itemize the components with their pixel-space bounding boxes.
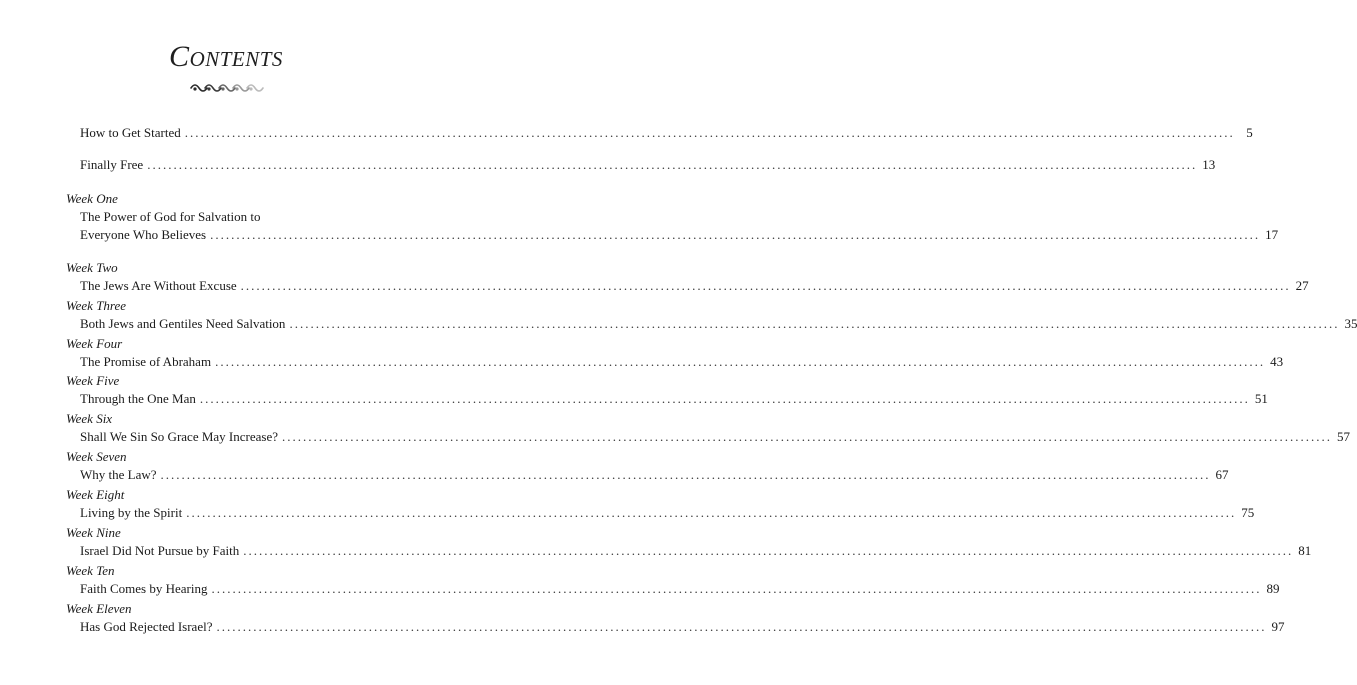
week-label: Week Five <box>66 373 120 388</box>
toc-entry[interactable] <box>66 156 1216 174</box>
dot-leader: ........................................................................................................................................................................................................ <box>281 429 1332 444</box>
page-number: 89 <box>1266 581 1280 596</box>
entry-title: Through the One Man <box>80 391 196 406</box>
week-label: Week Seven <box>66 449 127 464</box>
page-number: 5 <box>1246 125 1253 140</box>
week-label: Week Nine <box>66 525 121 540</box>
dot-leader: ........................................................................................................................................................................................................ <box>240 278 1291 293</box>
week-label: Week Eight <box>66 487 125 502</box>
page-number: 35 <box>1344 316 1357 331</box>
entry-title: Both Jews and Gentiles Need Salvation <box>80 316 286 331</box>
dot-leader: ........................................................................................................................................................................................................ <box>147 157 1198 172</box>
page-number: 27 <box>1295 278 1309 293</box>
dot-leader: ........................................................................................................................................................................................................ <box>215 354 1266 369</box>
page-number: 13 <box>1202 157 1216 172</box>
entry-title: The Jews Are Without Excuse <box>80 278 237 293</box>
toc-entry[interactable] <box>66 562 1280 598</box>
dot-leader: ........................................................................................................................................................................................................ <box>199 391 1250 406</box>
page-number: 17 <box>1265 227 1279 242</box>
page-number: 67 <box>1215 467 1229 482</box>
week-label: Week Eleven <box>66 601 132 616</box>
dot-leader: ........................................................................................................................................................................................................ <box>211 581 1262 596</box>
week-label: Week Two <box>66 260 118 275</box>
title-initial: C <box>169 40 190 73</box>
flourish-ornament-icon <box>187 80 267 96</box>
toc-entry[interactable] <box>66 335 1284 371</box>
page-title <box>0 40 452 74</box>
page-number: 97 <box>1271 619 1285 634</box>
week-label: Week Six <box>66 411 113 426</box>
dot-leader: ........................................................................................................................................................................................................ <box>186 505 1237 520</box>
page-number: 57 <box>1336 429 1350 444</box>
page-number: 43 <box>1270 354 1284 369</box>
toc-entry[interactable] <box>66 124 1253 142</box>
toc-entry[interactable] <box>66 486 1255 522</box>
entry-title: Finally Free <box>80 157 144 172</box>
dot-leader: ........................................................................................................................................................................................................ <box>216 619 1267 634</box>
toc-entry[interactable] <box>66 372 1268 408</box>
entry-title: Has God Rejected Israel? <box>80 619 213 634</box>
entry-title: How to Get Started <box>80 125 181 140</box>
dot-leader: ........................................................................................................................................................................................................ <box>243 543 1294 558</box>
page-number: 51 <box>1254 391 1268 406</box>
toc-entry[interactable] <box>66 259 1309 295</box>
entry-title: The Power of God for Salvation to <box>80 209 261 224</box>
toc-entry[interactable] <box>66 410 1350 446</box>
dot-leader: ........................................................................................................................................................................................................ <box>289 316 1340 331</box>
title-rest: ONTENTS <box>189 47 283 71</box>
dot-leader: ........................................................................................................................................................................................................ <box>160 467 1211 482</box>
page-number: 75 <box>1241 505 1255 520</box>
dot-leader: ........................................................................................................................................................................................................ <box>210 227 1261 242</box>
week-label: Week Ten <box>66 563 115 578</box>
entry-title: Shall We Sin So Grace May Increase? <box>80 429 278 444</box>
entry-title: Faith Comes by Hearing <box>80 581 208 596</box>
entry-title: Israel Did Not Pursue by Faith <box>80 543 240 558</box>
entry-title: Why the Law? <box>80 467 157 482</box>
toc-entry[interactable] <box>66 600 1285 636</box>
toc-entry[interactable] <box>66 297 1357 333</box>
toc-entry[interactable] <box>66 524 1312 560</box>
dot-leader: ........................................................................................................................................................................................................ <box>184 125 1235 140</box>
page-number: 81 <box>1298 543 1312 558</box>
week-label: Week Three <box>66 298 127 313</box>
week-label: Week Four <box>66 336 123 351</box>
week-label: Week One <box>66 191 118 206</box>
entry-title: Living by the Spirit <box>80 505 183 520</box>
entry-title: Everyone Who Believes <box>80 227 207 242</box>
toc-entry[interactable] <box>66 448 1229 484</box>
entry-title: The Promise of Abraham <box>80 354 212 369</box>
toc-entry[interactable] <box>66 190 1279 244</box>
